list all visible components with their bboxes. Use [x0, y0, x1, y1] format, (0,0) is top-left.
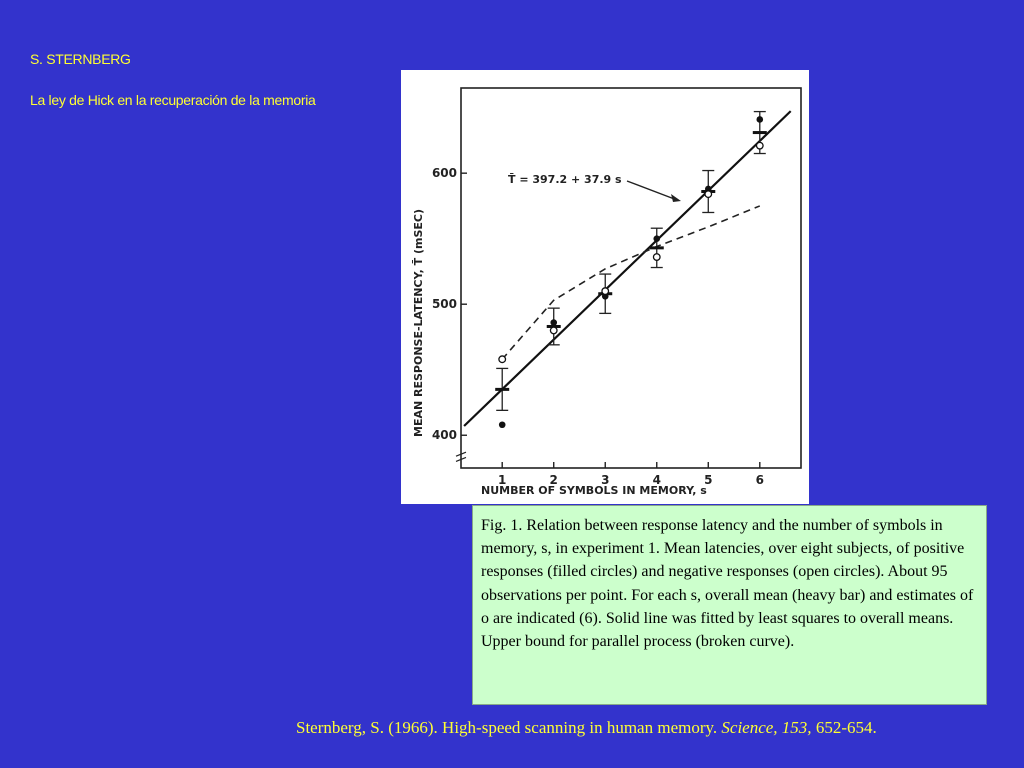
y-axis-label: MEAN RESPONSE-LATENCY, T̄ (mSEC)	[412, 208, 425, 438]
latency-chart	[401, 70, 809, 504]
x-tick-label: 4	[652, 473, 661, 487]
positive-response-point	[756, 116, 763, 123]
positive-response-point	[550, 319, 557, 326]
slide-subtitle: La ley de Hick en la recuperación de la memoria	[30, 92, 316, 108]
sternberg-figure	[401, 70, 809, 504]
x-axis-label: NUMBER OF SYMBOLS IN MEMORY, s	[481, 484, 707, 497]
citation-journal: Science, 153,	[721, 718, 812, 737]
x-tick-label: 3	[601, 473, 610, 487]
negative-response-point	[653, 254, 660, 261]
equation-arrowhead	[671, 194, 681, 202]
slide-title: S. STERNBERG	[30, 51, 131, 67]
fit-equation: T̄ = 397.2 + 37.9 s	[508, 173, 622, 186]
negative-response-point	[499, 356, 506, 363]
parallel-bound-curve	[502, 206, 760, 359]
citation-pages: 652-654.	[811, 718, 877, 737]
x-tick-label: 6	[755, 473, 764, 487]
plot-frame	[461, 88, 801, 468]
positive-response-point	[499, 421, 506, 428]
y-tick-label: 400	[431, 428, 457, 443]
citation-authors: Sternberg, S. (1966). High-speed scanning in human memory.	[296, 718, 722, 737]
negative-response-point	[705, 191, 712, 198]
positive-response-point	[653, 235, 660, 242]
y-tick-label: 600	[431, 166, 457, 181]
x-tick-label: 5	[704, 473, 713, 487]
figure-caption-box	[472, 505, 987, 705]
negative-response-point	[756, 142, 763, 149]
x-tick-label: 2	[549, 473, 558, 487]
figure-caption: Fig. 1. Relation between response latency and the number of symbols in memory, s, in experiment 1. Mean latencies, over eight subjects, of positive responses (filled circles) and negative responses (open circles). About 95 observations per point. For each s, overall mean (heavy bar) and estimates of o are indicated (6). Solid line was fitted by least squares to overall means. Upper bound for parallel process (broken curve).	[481, 517, 974, 651]
citation	[296, 718, 877, 738]
equation-arrow	[627, 181, 677, 200]
negative-response-point	[602, 288, 609, 295]
negative-response-point	[550, 327, 557, 334]
x-tick-label: 1	[498, 473, 507, 487]
y-tick-label: 500	[431, 297, 457, 312]
least-squares-line	[464, 111, 791, 426]
